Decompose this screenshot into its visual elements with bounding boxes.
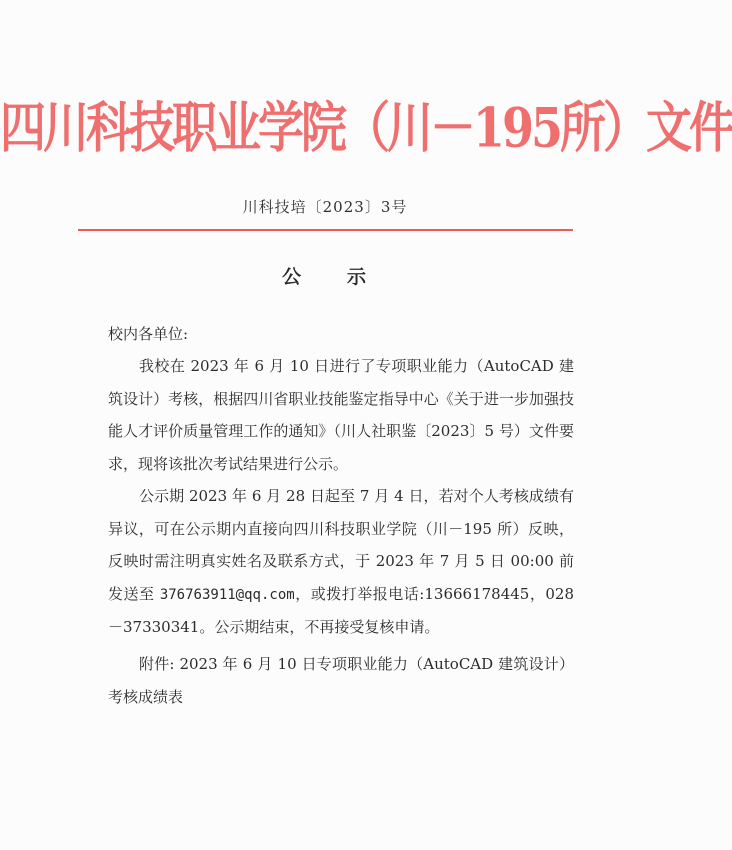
- document-number: 川科技培〔2023〕3号: [242, 198, 408, 216]
- paragraph-objection-text-2: ，或拨打举报电话:13666178445，028－37330341。公示期结束，不再接受复核申请。: [108, 584, 574, 636]
- notice-title: [0, 262, 650, 289]
- notice-title-char-2: 示: [347, 266, 369, 288]
- attachment-note: 附件: 2023 年 6 月 10 日专项职业能力（AutoCAD 建筑设计）考核成绩表: [108, 655, 574, 706]
- paragraph-objection-period: [108, 480, 574, 644]
- paragraph-exam-info: 我校在 2023 年 6 月 10 日进行了专项职业能力（AutoCAD 建筑设计）考核，根据四川省职业技能鉴定指导中心《关于进一步加强技能人才评价质量管理工作的通知》（川人社职鉴〔2023〕5 号）文件要求，现将该批次考试结果进行公示。: [108, 357, 574, 473]
- report-email: 376763911@qq.com: [159, 586, 295, 603]
- addressee: 校内各单位:: [108, 325, 189, 343]
- document-header-title: 四川科技职业学院（川－195所）文件: [0, 95, 732, 160]
- red-divider-line: [78, 229, 573, 231]
- notice-title-char-1: 公: [281, 266, 303, 288]
- paragraph-objection-text-1: 公示期 2023 年 6 月 28 日起至 7 月 4 日，若对个人考核成绩有异议，可在公示期内直接向四川科技职业学院（川－195 所）反映，反映时需注明真实姓名及联系方式，于 2023 年 7 月 5 日 00:00 前发送至: [108, 487, 574, 603]
